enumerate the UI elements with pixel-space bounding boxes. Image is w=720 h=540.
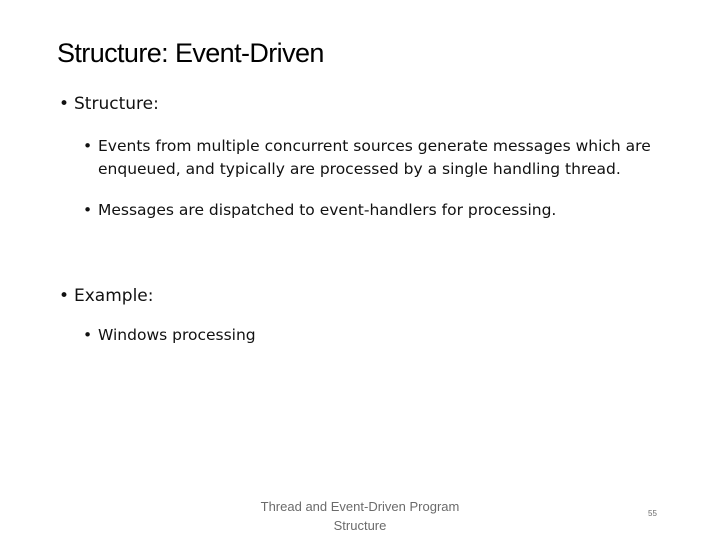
sub-bullet-text: Messages are dispatched to event-handlers for processing. bbox=[98, 201, 557, 219]
bullet-text: Structure: bbox=[74, 94, 159, 114]
bullet-icon: • bbox=[83, 137, 93, 155]
bullet-structure bbox=[59, 93, 159, 115]
bullet-icon: • bbox=[59, 286, 70, 306]
footer-line-1: Thread and Event-Driven Program bbox=[260, 499, 460, 514]
footer-line-2: Structure bbox=[333, 518, 387, 533]
sub-bullet-text: Events from multiple concurrent sources generate messages which are enqueued, and typically are processed by a single handling thread. bbox=[98, 137, 651, 178]
bullet-icon: • bbox=[59, 94, 70, 114]
bullet-example bbox=[59, 285, 153, 307]
sub-bullet-events bbox=[83, 135, 693, 181]
bullet-icon: • bbox=[83, 201, 93, 219]
footer-title bbox=[220, 497, 500, 535]
bullet-icon: • bbox=[83, 326, 93, 344]
sub-bullet-messages bbox=[83, 199, 693, 222]
page-number: 55 bbox=[648, 509, 657, 518]
slide-title: Structure: Event-Driven bbox=[57, 38, 324, 68]
sub-bullet-text: Windows processing bbox=[98, 326, 256, 344]
sub-bullet-windows bbox=[83, 324, 693, 347]
bullet-text: Example: bbox=[74, 286, 154, 306]
